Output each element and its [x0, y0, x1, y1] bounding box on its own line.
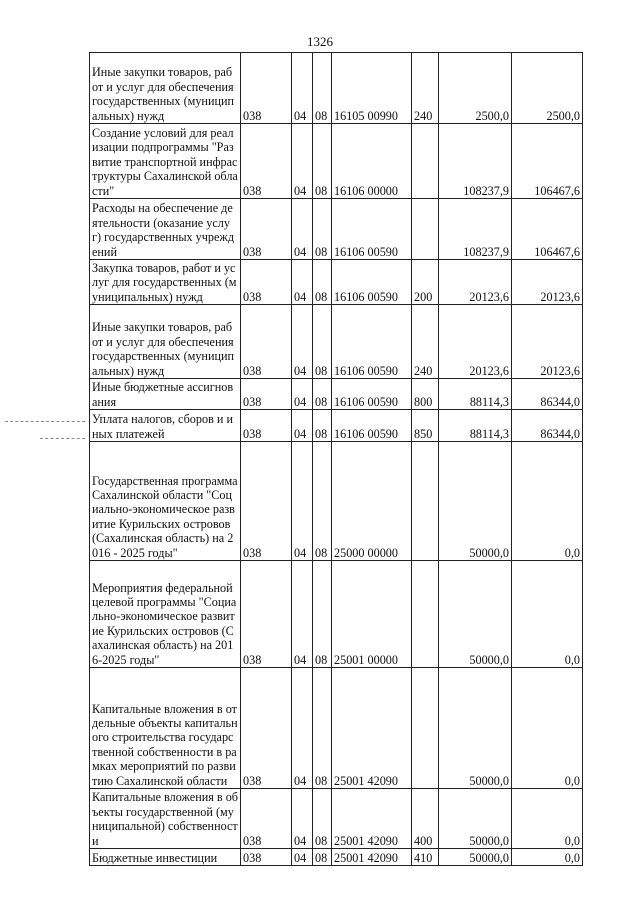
section-code: 04: [292, 199, 313, 260]
amount-2: 20123,6: [512, 305, 583, 379]
row-name: Мероприятия федеральной целевой программы "Социально-экономическое развитие Курильских островов (Сахалинская область) на 2016-2025 годы": [90, 561, 241, 668]
section-code: 04: [292, 561, 313, 668]
target-article-code: 16106 00590: [332, 199, 412, 260]
ministry-code: 038: [241, 410, 292, 442]
amount-2: 106467,6: [512, 199, 583, 260]
section-code: 04: [292, 124, 313, 199]
row-name: Государственная программа Сахалинской области "Социально-экономическое развитие Курильских островов (Сахалинская область) на 2016 - 2025 годы": [90, 442, 241, 561]
table-row: [90, 199, 583, 260]
amount-1: 50000,0: [439, 668, 512, 789]
subsection-code: 08: [313, 53, 332, 124]
target-article-code: 16105 00990: [332, 53, 412, 124]
amount-1: 50000,0: [439, 442, 512, 561]
scan-artifact: [5, 421, 85, 423]
amount-2: 0,0: [512, 668, 583, 789]
subsection-code: 08: [313, 561, 332, 668]
expense-type-code: 410: [412, 849, 439, 866]
section-code: 04: [292, 410, 313, 442]
amount-2: 0,0: [512, 789, 583, 849]
ministry-code: 038: [241, 260, 292, 305]
section-code: 04: [292, 849, 313, 866]
subsection-code: 08: [313, 260, 332, 305]
row-name: Иные закупки товаров, работ и услуг для обеспечения государственных (муниципальных) нужд: [90, 305, 241, 379]
section-code: 04: [292, 53, 313, 124]
subsection-code: 08: [313, 124, 332, 199]
expense-type-code: [412, 668, 439, 789]
expense-type-code: 400: [412, 789, 439, 849]
amount-2: 0,0: [512, 561, 583, 668]
table-row: [90, 849, 583, 866]
row-name: Капитальные вложения в объекты государственной (муниципальной) собственности: [90, 789, 241, 849]
row-name: Капитальные вложения в отдельные объекты капитального строительства государственной собственности в рамках мероприятий по развитию Сахалинской области: [90, 668, 241, 789]
table-row: [90, 410, 583, 442]
amount-1: 2500,0: [439, 53, 512, 124]
table-row: [90, 668, 583, 789]
target-article-code: 25001 00000: [332, 561, 412, 668]
page-number: 1326: [307, 34, 333, 49]
amount-2: 106467,6: [512, 124, 583, 199]
subsection-code: 08: [313, 305, 332, 379]
ministry-code: 038: [241, 789, 292, 849]
expense-type-code: [412, 561, 439, 668]
table-row: [90, 561, 583, 668]
amount-2: 0,0: [512, 849, 583, 866]
expense-type-code: 800: [412, 379, 439, 410]
scan-artifact: [40, 438, 85, 440]
ministry-code: 038: [241, 561, 292, 668]
row-name: Бюджетные инвестиции: [90, 849, 241, 866]
target-article-code: 16106 00590: [332, 260, 412, 305]
row-name: Создание условий для реализации подпрограммы "Развитие транспортной инфраструктуры Сахалинской области": [90, 124, 241, 199]
budget-table-body: [90, 53, 583, 866]
target-article-code: 16106 00000: [332, 124, 412, 199]
amount-1: 20123,6: [439, 260, 512, 305]
amount-1: 88114,3: [439, 410, 512, 442]
budget-table: [89, 52, 583, 866]
ministry-code: 038: [241, 124, 292, 199]
amount-1: 20123,6: [439, 305, 512, 379]
target-article-code: 16106 00590: [332, 379, 412, 410]
expense-type-code: 200: [412, 260, 439, 305]
table-row: [90, 305, 583, 379]
row-name: Расходы на обеспечение деятельности (оказание услуг) государственных учреждений: [90, 199, 241, 260]
amount-2: 86344,0: [512, 410, 583, 442]
table-row: [90, 379, 583, 410]
target-article-code: 16106 00590: [332, 410, 412, 442]
target-article-code: 25001 42090: [332, 789, 412, 849]
subsection-code: 08: [313, 199, 332, 260]
target-article-code: 25001 42090: [332, 668, 412, 789]
amount-1: 50000,0: [439, 561, 512, 668]
amount-1: 108237,9: [439, 199, 512, 260]
section-code: 04: [292, 442, 313, 561]
table-row: [90, 124, 583, 199]
ministry-code: 038: [241, 379, 292, 410]
ministry-code: 038: [241, 668, 292, 789]
subsection-code: 08: [313, 849, 332, 866]
amount-1: 88114,3: [439, 379, 512, 410]
expense-type-code: 240: [412, 305, 439, 379]
table-row: [90, 53, 583, 124]
expense-type-code: 850: [412, 410, 439, 442]
amount-2: 86344,0: [512, 379, 583, 410]
expense-type-code: [412, 199, 439, 260]
amount-2: 20123,6: [512, 260, 583, 305]
amount-2: 2500,0: [512, 53, 583, 124]
ministry-code: 038: [241, 849, 292, 866]
expense-type-code: [412, 442, 439, 561]
ministry-code: 038: [241, 442, 292, 561]
subsection-code: 08: [313, 410, 332, 442]
target-article-code: 25000 00000: [332, 442, 412, 561]
section-code: 04: [292, 668, 313, 789]
ministry-code: 038: [241, 53, 292, 124]
section-code: 04: [292, 379, 313, 410]
ministry-code: 038: [241, 199, 292, 260]
amount-2: 0,0: [512, 442, 583, 561]
target-article-code: 16106 00590: [332, 305, 412, 379]
table-row: [90, 442, 583, 561]
target-article-code: 25001 42090: [332, 849, 412, 866]
amount-1: 108237,9: [439, 124, 512, 199]
table-row: [90, 260, 583, 305]
row-name: Закупка товаров, работ и услуг для государственных (муниципальных) нужд: [90, 260, 241, 305]
subsection-code: 08: [313, 442, 332, 561]
expense-type-code: [412, 124, 439, 199]
section-code: 04: [292, 305, 313, 379]
subsection-code: 08: [313, 668, 332, 789]
expense-type-code: 240: [412, 53, 439, 124]
ministry-code: 038: [241, 305, 292, 379]
amount-1: 50000,0: [439, 849, 512, 866]
amount-1: 50000,0: [439, 789, 512, 849]
subsection-code: 08: [313, 379, 332, 410]
table-row: [90, 789, 583, 849]
row-name: Иные бюджетные ассигнования: [90, 379, 241, 410]
row-name: Иные закупки товаров, работ и услуг для обеспечения государственных (муниципальных) нужд: [90, 53, 241, 124]
subsection-code: 08: [313, 789, 332, 849]
row-name: Уплата налогов, сборов и иных платежей: [90, 410, 241, 442]
section-code: 04: [292, 789, 313, 849]
section-code: 04: [292, 260, 313, 305]
